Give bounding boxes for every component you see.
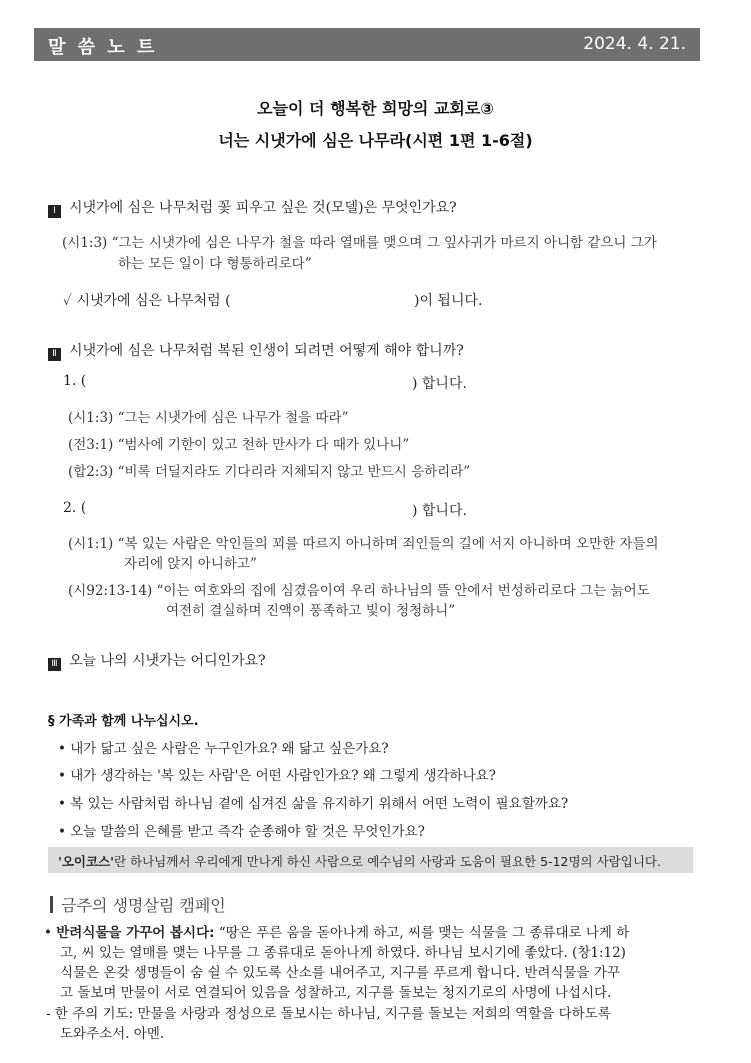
verse-text: “그는 시냇가에 심은 나무가 철을 따라”	[117, 410, 349, 426]
campaign-heading	[50, 893, 226, 916]
section2-verse-2b-line2: 여전히 결실하며 진액이 풍족하고 빛이 청청하니”	[166, 603, 456, 619]
campaign-line3: 식물은 온갖 생명들이 숨 쉴 수 있도록 산소를 내어주고, 지구를 푸르게 합니다. 반려식물을 가꾸	[60, 965, 620, 981]
campaign-line1	[44, 921, 629, 941]
share-item: • 내가 생각하는 '복 있는 사람'은 어떤 사람인가요? 왜 그렇게 생각하나요?	[58, 768, 496, 784]
verse-ref: (합2:3)	[68, 464, 114, 480]
bullet: •	[44, 925, 52, 941]
verse-text: “이는 여호와의 집에 심겼음이여 우리 하나님의 뜰 안에서 번성하리로다 그는 늙어도	[156, 583, 650, 599]
section2-verse-2b-line1	[68, 579, 650, 599]
campaign-lead: 반려식물을 가꾸어 봅시다:	[56, 925, 215, 941]
sermon-title-line2: 너는 시냇가에 심은 나무라(시편 1편 1-6절)	[218, 131, 533, 150]
section1-verse-line2: 하는 모든 일이 다 형통하리로다”	[118, 256, 312, 272]
check-icon: ✓	[63, 293, 73, 309]
section1-number: Ⅰ	[48, 205, 61, 218]
section1-fill-line	[63, 290, 231, 310]
section2-verse-2a-line1	[68, 532, 659, 552]
section2-item2-suffix: ) 합니다.	[412, 503, 467, 519]
section1-verse-ref: (시1:3)	[62, 235, 108, 251]
verse-text: “비록 더딜지라도 기다리라 지체되지 않고 반드시 응하리라”	[117, 464, 471, 480]
campaign-line2: 고, 씨 있는 열매를 맺는 나무를 그 종류대로 돋아나게 하였다. 하나님 보시기에 좋았다. (창1:12)	[60, 945, 626, 961]
section1-fill-suffix: )이 됩니다.	[414, 293, 483, 309]
verse-ref: (전3:1)	[68, 437, 114, 453]
section1-question	[48, 197, 457, 218]
section2-question-text: 시냇가에 심은 나무처럼 복된 인생이 되려면 어떻게 해야 합니까?	[69, 343, 464, 359]
verse-ref: (시92:13-14)	[68, 583, 153, 599]
campaign-line4: 고 돌보며 만물이 서로 연결되어 있음을 성찰하고, 지구를 돌보는 청지기로의 사명에 나섭시다.	[60, 985, 612, 1001]
section2-verse2	[68, 433, 409, 453]
oikos-text: 란 하나님께서 우리에게 만나게 하신 사람으로 예수님의 사랑과 도움이 필요한 5-12명의 사람입니다.	[113, 854, 661, 869]
verse-text: “범사에 기한이 있고 천하 만사가 다 때가 있나니”	[117, 437, 410, 453]
section2-verse3	[68, 460, 470, 480]
oikos-note	[48, 847, 693, 873]
verse-ref: (시1:1)	[68, 536, 114, 552]
verse-text: “복 있는 사람은 악인들의 꾀를 따르지 아니하며 죄인들의 길에 서지 아니하며 오만한 자들의	[117, 536, 659, 552]
section3-number: Ⅲ	[48, 658, 61, 671]
campaign-text: “땅은 푸른 움을 돋아나게 하고, 씨를 맺는 식물을 그 종류대로 나게 하	[214, 925, 630, 941]
section3-question-text: 오늘 나의 시냇가는 어디인가요?	[69, 653, 266, 669]
header-title: 말 씀 노 트	[48, 37, 158, 58]
section2-verse1	[68, 406, 348, 426]
campaign-title: 금주의 생명살림 캠페인	[61, 896, 226, 915]
verse-ref: (시1:3)	[68, 410, 114, 426]
section2-number: Ⅱ	[48, 348, 61, 361]
section2-verse-2a-line2: 자리에 앉지 아니하고”	[124, 556, 257, 572]
sermon-title-line1: 오늘이 더 행복한 희망의 교회로③	[257, 99, 494, 118]
heading-bar	[50, 896, 53, 913]
section1-verse-line1	[62, 231, 657, 251]
prayer-line1: - 한 주의 기도: 만물을 사랑과 정성으로 돌보시는 하나님, 지구를 돌보는 저희의 역할을 다하도록	[46, 1006, 611, 1022]
section2-item2-prefix: 2. (	[63, 500, 87, 516]
section1-verse-text1: “그는 시냇가에 심은 나무가 철을 따라 열매를 맺으며 그 잎사귀가 마르지 아니함 같으니 그가	[111, 235, 657, 251]
section3-question	[48, 650, 266, 671]
section2-item1-suffix: ) 합니다.	[412, 376, 467, 392]
section2-item1-prefix: 1. (	[63, 373, 87, 389]
section1-fill-prefix: 시냇가에 심은 나무처럼 (	[76, 293, 231, 309]
share-item: • 복 있는 사람처럼 하나님 곁에 심겨진 삶을 유지하기 위해서 어떤 노력이 필요할까요?	[58, 796, 569, 812]
oikos-term: '오이코스'	[58, 854, 114, 869]
prayer-line2: 도와주소서. 아멘.	[60, 1026, 165, 1042]
share-heading: § 가족과 함께 나누십시오.	[48, 714, 199, 729]
section2-question	[48, 340, 464, 361]
share-item: • 오늘 말씀의 은혜를 받고 즉각 순종해야 할 것은 무엇인가요?	[58, 824, 425, 840]
section1-question-text: 시냇가에 심은 나무처럼 꽃 피우고 싶은 것(모델)은 무엇인가요?	[69, 200, 457, 216]
header-date: 2024. 4. 21.	[583, 34, 686, 54]
header-bar	[34, 28, 700, 61]
share-item: • 내가 닮고 싶은 사람은 누구인가요? 왜 닮고 싶은가요?	[58, 741, 389, 757]
